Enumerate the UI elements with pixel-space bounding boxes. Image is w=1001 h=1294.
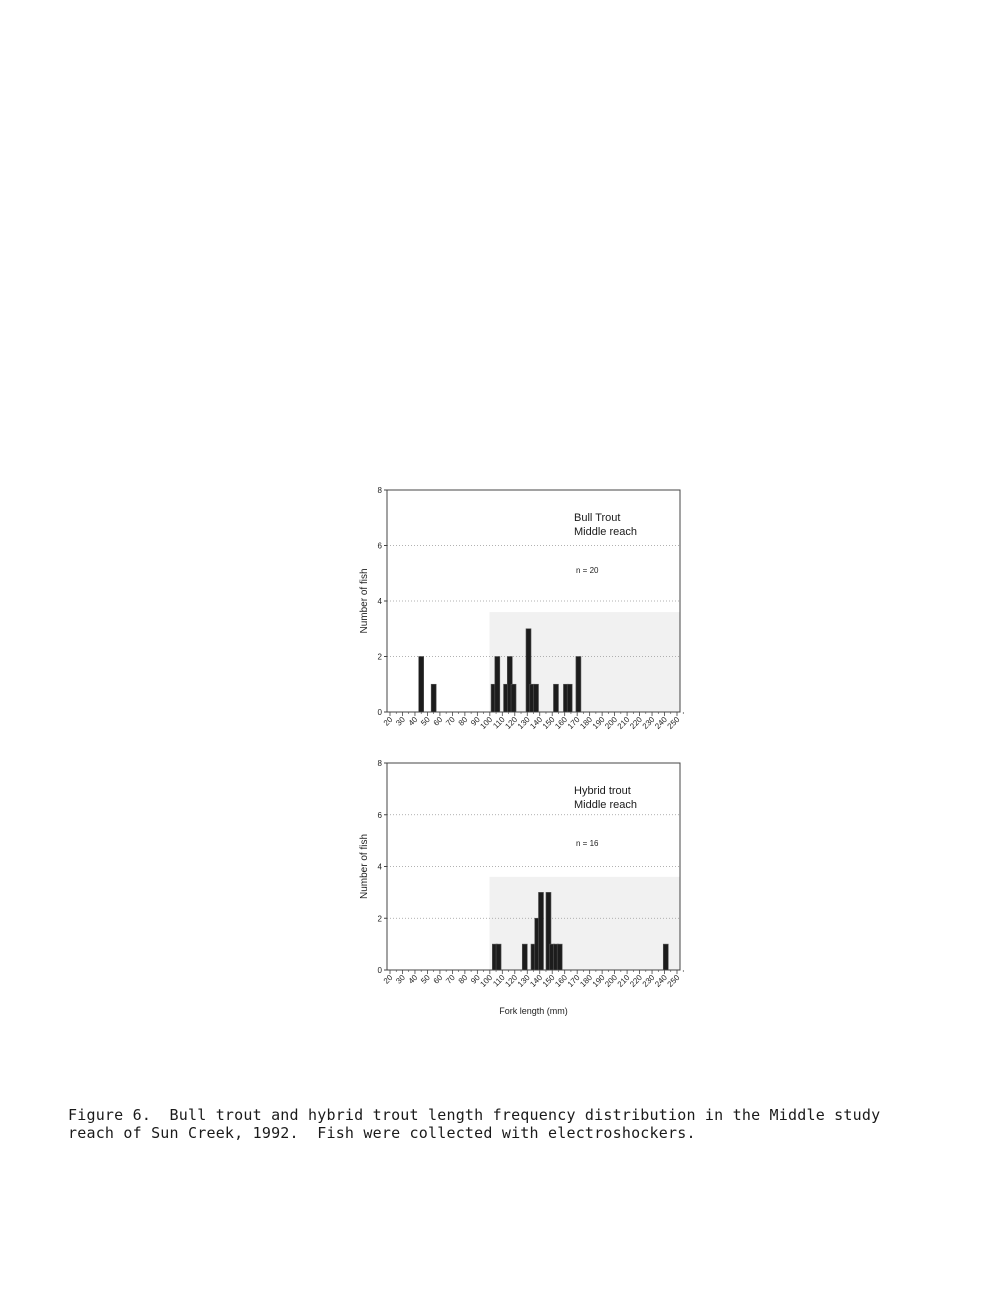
x-tick-label: 190 [590, 973, 607, 989]
legend-species: Hybrid trout [574, 785, 631, 797]
x-tick-label: 250 [665, 715, 682, 731]
x-tick-label: 230 [640, 973, 657, 989]
x-tick-label: 130 [515, 973, 532, 989]
x-tick-label: 200 [603, 715, 620, 731]
x-tick-label: 60 [431, 715, 445, 728]
y-tick-label: 2 [377, 652, 382, 662]
x-tick-label: 50 [419, 973, 432, 986]
x-tick-label: 150 [540, 715, 557, 731]
y-tick-label: 0 [377, 708, 382, 717]
histogram-bar [495, 657, 500, 713]
x-tick-label: 40 [406, 715, 420, 728]
y-tick-label: 8 [377, 486, 382, 495]
y-tick-label: 2 [377, 914, 382, 924]
sample-size-label: n = 20 [576, 566, 599, 575]
x-tick-label: 210 [615, 715, 632, 731]
histogram-bar [576, 657, 581, 713]
caption-line-2: reach of Sun Creek, 1992. Fish were collected with electroshockers. [68, 1124, 696, 1142]
y-tick-label: 4 [377, 862, 382, 872]
histogram-bar [567, 684, 572, 712]
x-tick-label: 40 [406, 973, 420, 986]
y-tick-label: 0 [377, 966, 382, 975]
x-tick-label: 100 [478, 973, 495, 989]
x-tick-label: 200 [603, 973, 620, 989]
x-tick-label: 140 [528, 973, 545, 989]
y-tick-label: 6 [377, 541, 382, 551]
caption-line-1: Figure 6. Bull trout and hybrid trout length frequency distribution in the Middle study [68, 1106, 881, 1124]
legend-species: Bull Trout [574, 512, 621, 524]
x-tick-label: 30 [394, 715, 407, 728]
legend-reach: Middle reach [574, 526, 637, 538]
x-tick-label: 50 [419, 715, 432, 728]
figure-caption [68, 1106, 948, 1142]
x-tick-label: 90 [469, 715, 482, 728]
x-tick-label: 80 [456, 973, 470, 986]
legend-reach: Middle reach [574, 799, 637, 811]
y-tick-label: 8 [377, 759, 382, 768]
y-tick-label: 6 [377, 810, 382, 820]
x-tick-label: 120 [503, 715, 520, 731]
x-tick-label: 170 [565, 715, 582, 731]
histogram-bar [431, 684, 436, 712]
x-tick-label: 60 [431, 973, 445, 986]
x-tick-label: 220 [628, 715, 644, 731]
x-tick-label: 20 [381, 715, 395, 728]
histogram-bar [533, 684, 538, 712]
x-tick-label: 150 [540, 973, 557, 989]
sample-size-label: n = 16 [576, 839, 599, 848]
x-tick-label: 160 [553, 715, 570, 731]
x-tick-label: 180 [578, 973, 595, 989]
x-tick-label: 30 [394, 973, 407, 986]
x-tick-label: 220 [628, 973, 644, 989]
x-tick-label: 20 [381, 973, 395, 986]
x-tick-label: 80 [456, 715, 470, 728]
histogram-bar [553, 684, 558, 712]
histogram-bar [511, 684, 516, 712]
x-tick-label: 240 [653, 973, 669, 989]
histogram-bar [496, 944, 501, 970]
histogram-bar [557, 944, 562, 970]
x-tick-label: 120 [503, 973, 520, 989]
x-tick-label: 210 [615, 973, 632, 989]
x-tick-label: 100 [478, 715, 495, 731]
plot-shading [490, 877, 680, 970]
x-tick-label: 70 [444, 973, 457, 986]
histogram-bar [538, 892, 543, 970]
y-axis-label: Number of fish [359, 568, 370, 634]
x-tick-label: 170 [565, 973, 582, 989]
histogram-bar [419, 657, 424, 713]
histogram-bar [522, 944, 527, 970]
x-tick-label: 130 [515, 715, 532, 731]
x-tick-label: 240 [653, 715, 669, 731]
x-tick-label: 70 [444, 715, 457, 728]
histogram-bar [663, 944, 668, 970]
x-tick-label: 110 [491, 973, 507, 989]
x-axis-label: Fork length (mm) [499, 1006, 568, 1016]
x-tick-label: 110 [491, 715, 507, 731]
x-tick-label: 250 [665, 973, 682, 989]
x-tick-label: 190 [590, 715, 607, 731]
x-tick-label: 180 [578, 715, 595, 731]
x-tick-label: 140 [528, 715, 545, 731]
x-tick-label: 90 [469, 973, 482, 986]
plot-shading [490, 612, 680, 712]
y-axis-label: Number of fish [359, 833, 370, 900]
y-tick-label: 4 [377, 597, 382, 606]
x-tick-label: 160 [553, 973, 570, 989]
x-tick-label: 230 [640, 715, 657, 731]
